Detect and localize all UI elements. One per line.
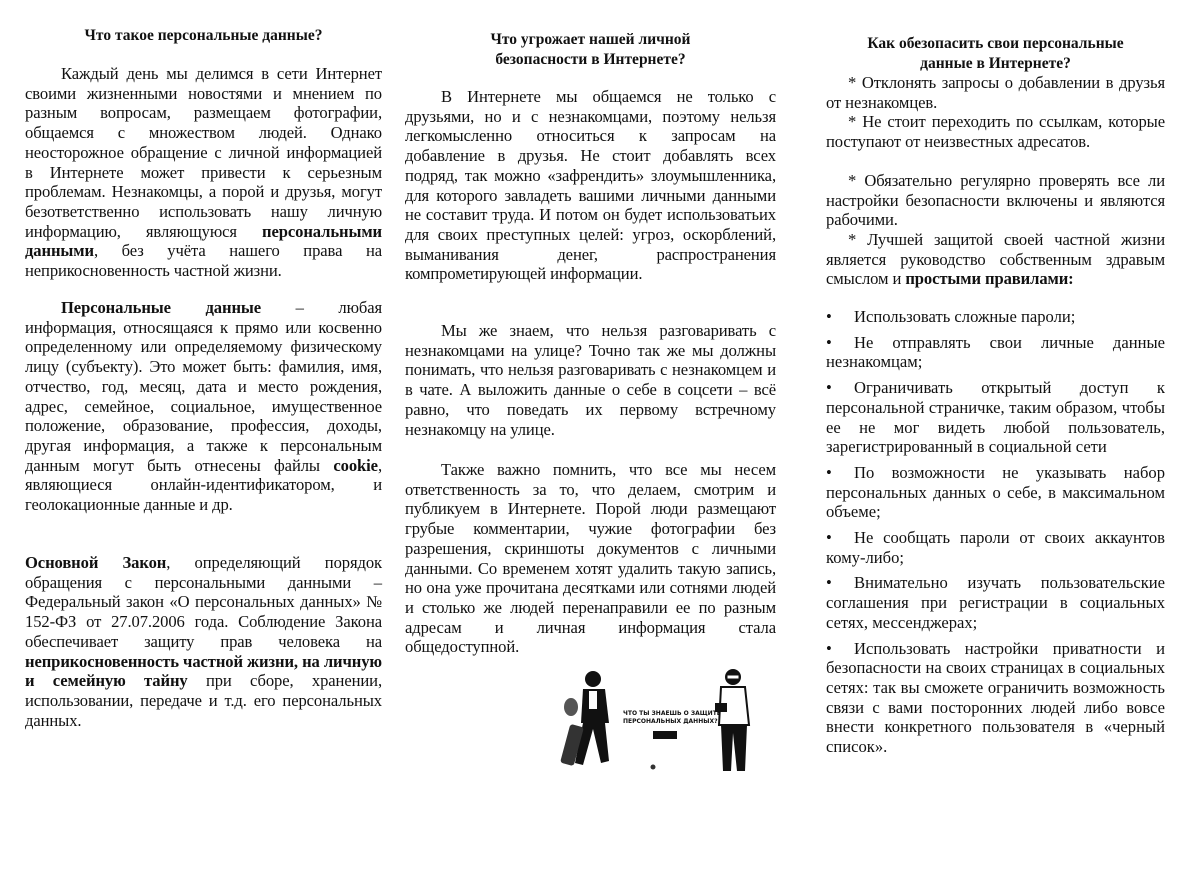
- bullet-icon: •: [826, 332, 832, 352]
- illustration-caption: ЧТО ТЫ ЗНАЕШЬ О ЗАЩИТЕ ПЕРСОНАЛЬНЫХ ДАННЫХ?: [623, 710, 721, 725]
- bullet-icon: •: [826, 307, 832, 326]
- list-item: • Использовать сложные пароли;: [826, 307, 1076, 326]
- paragraph-law: Основной Закон, определяющий порядок обращения с персональными данными – Федеральный закон «О персональных данных» № 152-ФЗ от 27.07.2006 года. Соблюдение Закона обеспечивает защиту прав человека на неприкосновенность частной жизни, на личную и семейную тайну при сборе, хранении, использовании, передаче и т.д. его персональных данных.: [25, 553, 382, 730]
- list-item: • Ограничивать открытый доступ к персональной страничке, таким образом, чтобы ее не мог видеть любой пользователь, зарегистрированный в социальной сети: [826, 378, 1165, 457]
- list-item: • По возможности не указывать набор персональных данных о себе, в максимальном объеме;: [826, 462, 1165, 522]
- tip-item: * Лучшей защитой своей частной жизни является руководство собственным здравым смыслом и простыми правилами:: [826, 230, 1165, 289]
- paragraph-intro: Каждый день мы делимся в сети Интернет своими жизненными новостями и мнением по разным вопросам, размещаем фотографии, общаемся с множеством людей. Однако неосторожное обращение с личной информацией в Интернете может привести к серьезным проблемам. Незнакомцы, а порой и друзья, могут безответственно использовать нашу личную информацию, являющуюся персональными данными, без учёта нашего права на неприкосновенность частной жизни.: [25, 64, 382, 281]
- bullet-icon: •: [826, 573, 832, 593]
- list-item: • Использовать настройки приватности и безопасности на своих страницах в социальных сетях: так вы сможете ограничить возможность связи с вами посторонних людей либо вовсе внести конкретного пользователя в «черный список».: [826, 638, 1165, 757]
- illustration-button-graphic: [653, 731, 677, 739]
- section-title: Как обезопасить свои персональные данные в Интернете?: [867, 35, 1124, 72]
- illustration-personal-data: [545, 663, 760, 778]
- section-title: Что такое персональные данные?: [84, 27, 323, 44]
- bullet-icon: •: [826, 528, 832, 548]
- paragraph-strangers: В Интернете мы общаемся не только с друзьями, но и с незнакомцами, поэтому нельзя легкомысленно относиться к запросам на добавление в друзья. Не стоит добавлять всех подряд, так можно «зафрендить» злоумышленника, для которого завладеть вашими личными данными не составит труда. И потом он будет использоватьих для своих преступных целей: угроз, оскорблений, выманивания денег, распространения компрометирующей информации.: [405, 87, 776, 284]
- list-item: • Не отправлять свои личные данные незнакомцам;: [826, 332, 1165, 372]
- section-title: Что угрожает нашей личной безопасности в Интернете?: [490, 31, 691, 68]
- tip-item: * Обязательно регулярно проверять все ли настройки безопасности включены и являются рабочими.: [826, 171, 1165, 230]
- rules-list: [826, 307, 1165, 763]
- paragraph-chat: Мы же знаем, что нельзя разговаривать с незнакомцами на улице? Точно так же мы должны понимать, что нельзя разговаривать с незнакомцем и в чате. А выложить данные о себе в соцсети – всё равно, что поведать их первому встречному незнакомцу на улице.: [405, 321, 776, 439]
- paragraph-responsibility: Также важно помнить, что все мы несем ответственность за то, что делаем, смотрим и публикуем в Интернете. Порой люди размещают грубые комментарии, чужие фотографии без разрешения, скриншоты документов с личными данными. Со временем хотят удалить такую запись, но она уже прочитана десятками или сотнями людей и столько же людей перенаправили ее по разным адресам и личная информация стала общедоступной.: [405, 460, 776, 657]
- bullet-icon: •: [826, 462, 832, 482]
- list-item: • Внимательно изучать пользовательские соглашения при регистрации в социальных сетях, мессенджерах;: [826, 573, 1165, 632]
- paragraph-definition: Персональные данные – любая информация, относящаяся к прямо или косвенно определенному или определяемому физическому лицу (субъекту). Это может быть: фамилия, имя, отчество, год, месяц, дата и место рождения, адрес, семейное, социальное, имущественное положение, образование, профессия, доходы, другая информация, а также к персональным данным могут быть отнесены файлы cookie, являющиеся онлайн-идентификатором, и геолокационные данные и др.: [25, 298, 383, 515]
- bullet-icon: •: [826, 638, 832, 658]
- list-item: • Не сообщать пароли от своих аккаунтов кому-либо;: [826, 528, 1165, 567]
- tip-item: * Отклонять запросы о добавлении в друзья от незнакомцев.: [826, 73, 1165, 112]
- tip-item: * Не стоит переходить по ссылкам, которые поступают от неизвестных адресатов.: [826, 112, 1165, 151]
- bullet-icon: •: [826, 378, 832, 398]
